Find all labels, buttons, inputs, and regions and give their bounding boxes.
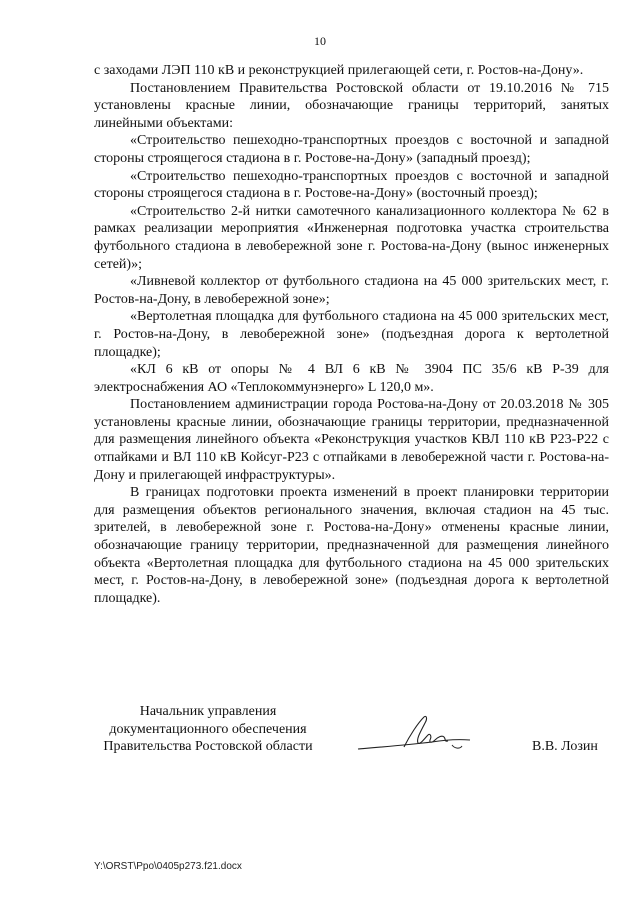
signature-block (0, 703, 640, 763)
page-number: 10 (314, 34, 326, 48)
signer-title-line: документационного обеспечения (109, 721, 307, 737)
body-paragraph: «Вертолетная площадка для футбольного стадиона на 45 000 зрительских мест, г. Ростов-на-Дону, в левобережной зоне» (подъездная дорога к вертолетной площадке); (94, 309, 609, 360)
body-paragraph: с заходами ЛЭП 110 кВ и реконструкцией прилегающей сети, г. Ростов-на-Дону». (94, 63, 584, 78)
body-paragraph: В границах подготовки проекта изменений в проект планировки территории для размещения объектов регионального значения, включая стадион на 45 тыс. зрителей, в левобережной зоне г. Ростова-на-Дону» отменены красные линии, обозначающие границу территории, предназначенной для размещения линейного объекта «Вертолетная площадка для футбольного стадиона на 45 000 зрительских мест, г. Ростов-на-Дону, в левобережной зоне» (подъездная дорога к вертолетной площадке). (94, 485, 609, 606)
document-body (94, 62, 609, 607)
handwritten-signature (352, 709, 482, 759)
body-paragraph: «Ливневой коллектор от футбольного стадиона на 45 000 зрительских мест, г. Ростов-на-Дону, в левобережной зоне»; (94, 274, 609, 307)
body-paragraph: Постановлением Правительства Ростовской области от 19.10.2016 № 715 установлены красные линии, обозначающие границы территорий, занятых линейными объектами: (94, 80, 609, 131)
body-paragraph: «Строительство пешеходно-транспортных проездов с восточной и западной стороны строящегося стадиона в г. Ростове-на-Дону» (западный проезд); (94, 133, 609, 166)
body-paragraph: «Строительство 2-й нитки самотечного канализационного коллектора № 62 в рамках реализации мероприятия «Инженерная подготовка участка строительства футбольного стадиона в левобережной зоне г. Ростова-на-Дону (вынос инженерных сетей)»; (94, 203, 609, 272)
body-paragraph: «КЛ 6 кВ от опоры № 4 ВЛ 6 кВ № 3904 ПС 35/6 кВ Р-39 для электроснабжения АО «Теплокоммунэнерго» L 120,0 м». (94, 362, 609, 395)
signer-title-line: Начальник управления (139, 704, 277, 719)
footer-file-path: Y:\ORST\Ppo\0405p273.f21.docx (94, 861, 242, 872)
signer-name: В.В. Лозин (532, 739, 598, 754)
body-paragraph: Постановлением администрации города Ростова-на-Дону от 20.03.2018 № 305 установлены красные линии, обозначающие границы территории, предназначенной для размещения линейного объекта «Реконструкция участков КВЛ 110 кВ Р23-Р22 с отпайками и ВЛ 110 кВ Койсуг-Р23 с отпайками в левобережной части г. Ростова-на-Дону и прилегающей инфраструктуры». (94, 397, 609, 483)
body-paragraph: «Строительство пешеходно-транспортных проездов с восточной и западной стороны строящегося стадиона в г. Ростове-на-Дону» (восточный проезд); (94, 168, 609, 202)
signer-title (88, 703, 328, 756)
signer-title-line: Правительства Ростовской области (103, 739, 313, 755)
